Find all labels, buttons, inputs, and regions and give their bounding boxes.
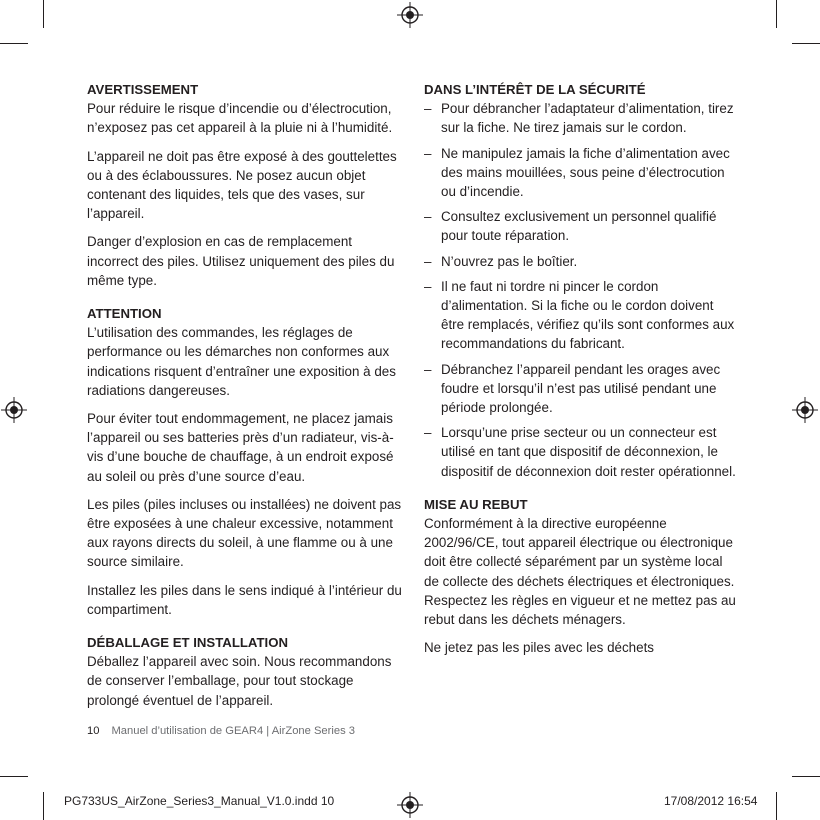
crop-mark [776,792,777,820]
page-footer [87,725,355,737]
unpacking-section [87,633,405,710]
paragraph: Déballez l’appareil avec soin. Nous recommandons de conserver l’emballage, pour tout stockage prolongé éventuel de l’appareil. [87,654,392,708]
crop-mark [792,43,820,44]
crop-mark [43,0,44,28]
safety-section [424,80,736,481]
safety-list [424,99,736,481]
disposal-section [424,495,736,658]
registration-mark-icon [397,2,423,28]
crop-mark [0,43,28,44]
crop-mark [43,792,44,820]
warning-heading: AVERTISSEMENT [87,82,199,97]
list-item: – N’ouvrez pas le boîtier. [424,252,736,271]
safety-heading: DANS L’INTÉRÊT DE LA SÉCURITÉ [424,82,646,97]
slug-date: 17/08/2012 16:54 [664,794,758,808]
paragraph: Installez les piles dans le sens indiqué à l’intérieur du compartiment. [87,582,402,617]
crop-mark [0,776,28,777]
list-item: – Débranchez l’appareil pendant les orages avec foudre et lorsqu’il n’est pas utilisé pendant une période prolongée. [424,360,736,418]
list-item: – Il ne faut ni tordre ni pincer le cordon d’alimentation. Si la fiche ou le cordon doivent être remplacés, vérifiez qu’ils sont conformes aux recommandations du fabricant. [424,277,736,354]
attention-heading: ATTENTION [87,306,162,322]
paragraph: Pour réduire le risque d’incendie ou d’électrocution, n’exposez pas cet appareil à la pluie ni à l’humidité. [87,101,393,136]
registration-mark-icon [397,792,423,818]
right-column [424,80,736,671]
attention-section [87,304,405,619]
footer-text: Manuel d’utilisation de GEAR4 | AirZone Series 3 [111,725,356,737]
registration-mark-icon [1,397,27,423]
slug-filename: PG733US_AirZone_Series3_Manual_V1.0.indd 10 [64,794,335,808]
page-number: 10 [87,725,100,737]
list-item: – Lorsqu’une prise secteur ou un connecteur est utilisé en tant que dispositif de déconnexion, le dispositif de déconnexion doit rester opérationnel. [424,423,736,481]
paragraph: Pour éviter tout endommagement, ne placez jamais l’appareil ou ses batteries près d’un radiateur, vis-à-vis d’une bouche de chauffage, à un endroit exposé au soleil ou près d’une source d’eau. [87,411,394,484]
unpacking-heading: DÉBALLAGE ET INSTALLATION [87,635,288,651]
paragraph: L’appareil ne doit pas être exposé à des gouttelettes ou à des éclaboussures. Ne posez aucun objet contenant des liquides, tels que des vases, sur l’appareil. [87,148,397,222]
paragraph: L’utilisation des commandes, les réglages de performance ou les démarches non conformes aux indications risquent d’entraîner une exposition à des radiations dangereuses. [87,325,396,398]
paragraph: Danger d’explosion en cas de remplacement incorrect des piles. Utilisez uniquement des piles du même type. [87,234,395,288]
crop-mark [792,776,820,777]
paragraph: Ne jetez pas les piles avec les déchets [424,640,654,656]
crop-mark [776,0,777,28]
paragraph: Les piles (piles incluses ou installées) ne doivent pas être exposées à une chaleur excessive, notamment aux rayons directs du soleil, à une flamme ou à une source similaire. [87,496,402,570]
list-item: – Pour débrancher l’adaptateur d’alimentation, tirez sur la fiche. Ne tirez jamais sur le cordon. [424,99,736,137]
list-item: – Ne manipulez jamais la fiche d’alimentation avec des mains mouillées, sous peine d’électrocution ou d’incendie. [424,144,736,202]
warning-section [87,80,405,290]
registration-mark-icon [792,397,818,423]
disposal-heading: MISE AU REBUT [424,496,528,512]
paragraph: Conformément à la directive européenne 2002/96/CE, tout appareil électrique ou électronique doit être collecté séparément par un système local de collecte des déchets électriques et électroniques. Respectez les règles en vigueur et ne mettez pas au rebut dans les déchets ménagers. [424,516,736,628]
left-column [87,80,405,724]
list-item: – Consultez exclusivement un personnel qualifié pour toute réparation. [424,207,736,245]
